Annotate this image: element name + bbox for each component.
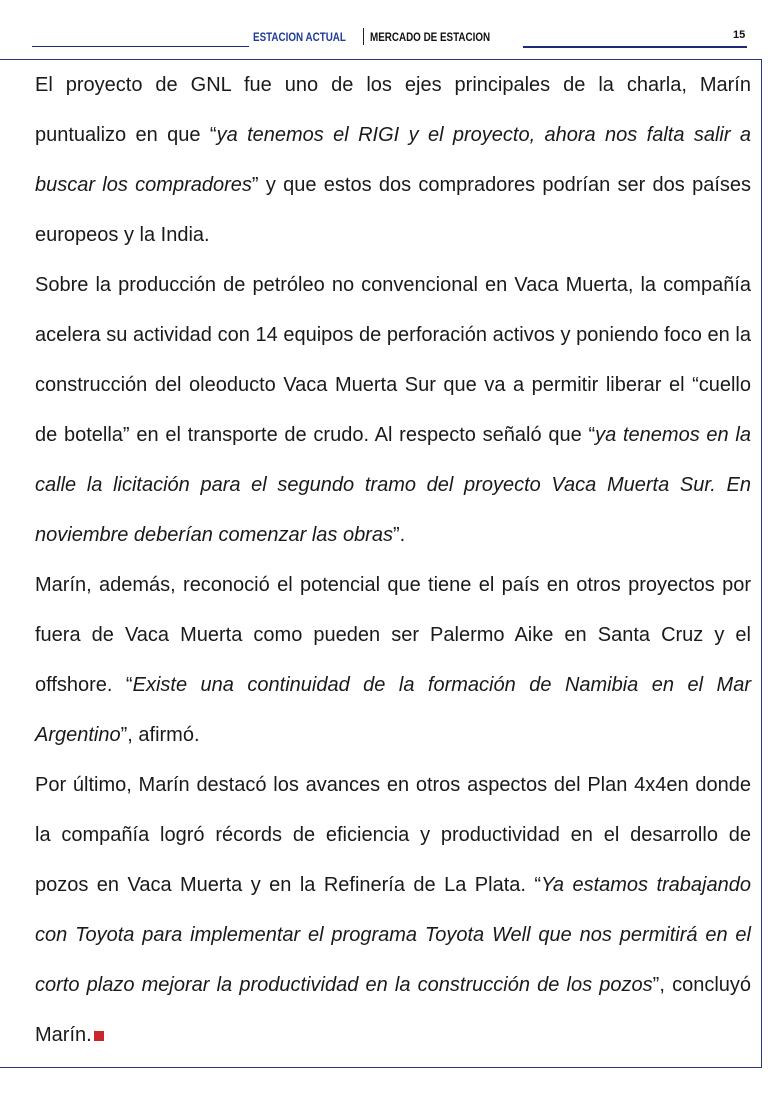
page-number: 15 bbox=[733, 29, 746, 41]
subsection-title: MERCADO DE ESTACION bbox=[370, 30, 491, 44]
page-header bbox=[0, 0, 779, 60]
paragraph bbox=[35, 560, 751, 760]
quote-text: ya tenemos en la calle la licitación para el segundo tramo del proyecto Vaca Muerta Sur. En noviembre deberían comenzar las obras bbox=[35, 424, 751, 546]
article-body bbox=[35, 60, 751, 1060]
paragraph-text: Por último, Marín destacó los avances en otros aspectos del Plan 4x4en donde la compañía logró récords de eficiencia y productividad en el desarrollo de pozos en Vaca Muerta y en la Refinería de La Plata. “ bbox=[35, 774, 751, 896]
paragraph-text: ” y que estos dos compradores podrían ser dos países europeos y la India. bbox=[35, 174, 752, 246]
paragraph-text: El proyecto de GNL fue uno de los ejes principales de la charla, Marín puntualizo en que “ bbox=[35, 74, 751, 146]
paragraph-text: Sobre la producción de petróleo no convencional en Vaca Muerta, la compañía acelera su actividad con 14 equipos de perforación activos y poniendo foco en la construcción del oleoducto Vaca Muerta Sur que va a permitir liberar el “cuello de botella” en el transporte de crudo. Al respecto señaló que “ bbox=[35, 274, 751, 446]
section-title: ESTACION ACTUAL bbox=[253, 30, 346, 44]
header-rule-left bbox=[32, 46, 249, 47]
paragraph-text: ”, concluyó Marín. bbox=[35, 974, 752, 1046]
paragraph-text: ”. bbox=[392, 524, 406, 546]
quote-text: ya tenemos el RIGI y el proyecto, ahora nos falta salir a buscar los compradores bbox=[35, 124, 751, 196]
paragraph bbox=[35, 260, 751, 560]
paragraph-text: Marín, además, reconoció el potencial que tiene el país en otros proyectos por fuera de Vaca Muerta como pueden ser Palermo Aike en Santa Cruz y el offshore. “ bbox=[35, 574, 751, 696]
end-of-article-square-icon bbox=[94, 1031, 104, 1041]
paragraph bbox=[35, 760, 751, 1060]
quote-text: Ya estamos trabajando con Toyota para implementar el programa Toyota Well que nos permitirá en el corto plazo mejorar la productividad en la construcción de los pozos bbox=[35, 874, 751, 996]
quote-text: Existe una continuidad de la formación de Namibia en el Mar Argentino bbox=[35, 674, 751, 746]
paragraph-text: ”, afirmó. bbox=[120, 724, 200, 746]
paragraph bbox=[35, 60, 751, 260]
header-divider bbox=[363, 28, 364, 45]
header-rule-right bbox=[523, 46, 747, 48]
